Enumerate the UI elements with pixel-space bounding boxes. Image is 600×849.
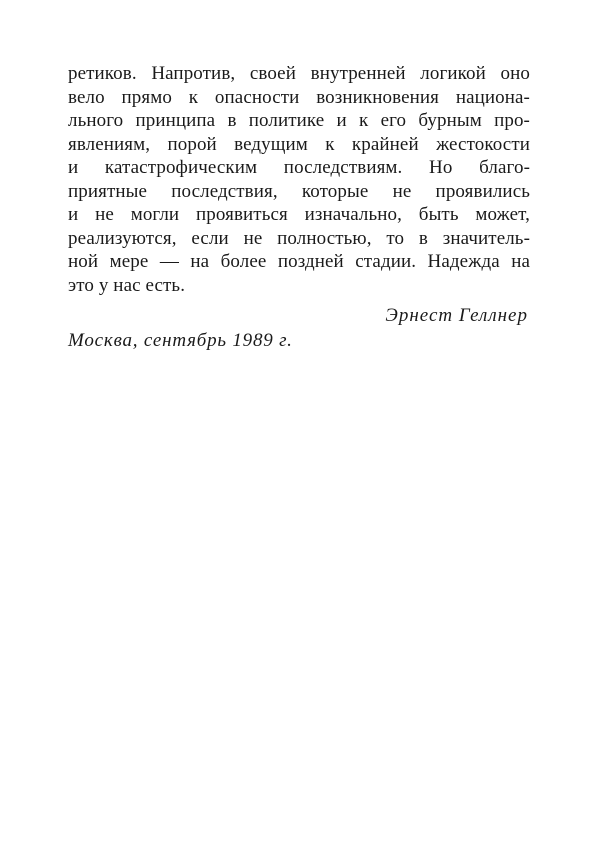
author-signature: Эрнест Геллнер bbox=[385, 305, 528, 326]
place-and-date: Москва, сентябрь 1989 г. bbox=[68, 330, 293, 351]
text-line: это у нас есть. bbox=[68, 274, 186, 296]
text-line: и не могли проявиться изначально, быть может, bbox=[68, 204, 530, 225]
text-line: реализуются, если не полностью, то в значитель- bbox=[68, 227, 530, 249]
body-paragraph bbox=[68, 62, 530, 297]
text-line: льного принципа в политике и к его бурным про- bbox=[68, 110, 530, 131]
text-line: ретиков. Напротив, своей внутренней логикой оно bbox=[68, 63, 530, 84]
text-line: вело прямо к опасности возникновения национа- bbox=[68, 86, 530, 108]
text-line: ной мере — на более поздней стадии. Надежда на bbox=[68, 251, 530, 272]
text-line: и катастрофическим последствиям. Но благо- bbox=[68, 157, 530, 178]
text-line: приятные последствия, которые не проявились bbox=[68, 180, 530, 202]
text-line: явлениям, порой ведущим к крайней жестокости bbox=[68, 133, 530, 155]
